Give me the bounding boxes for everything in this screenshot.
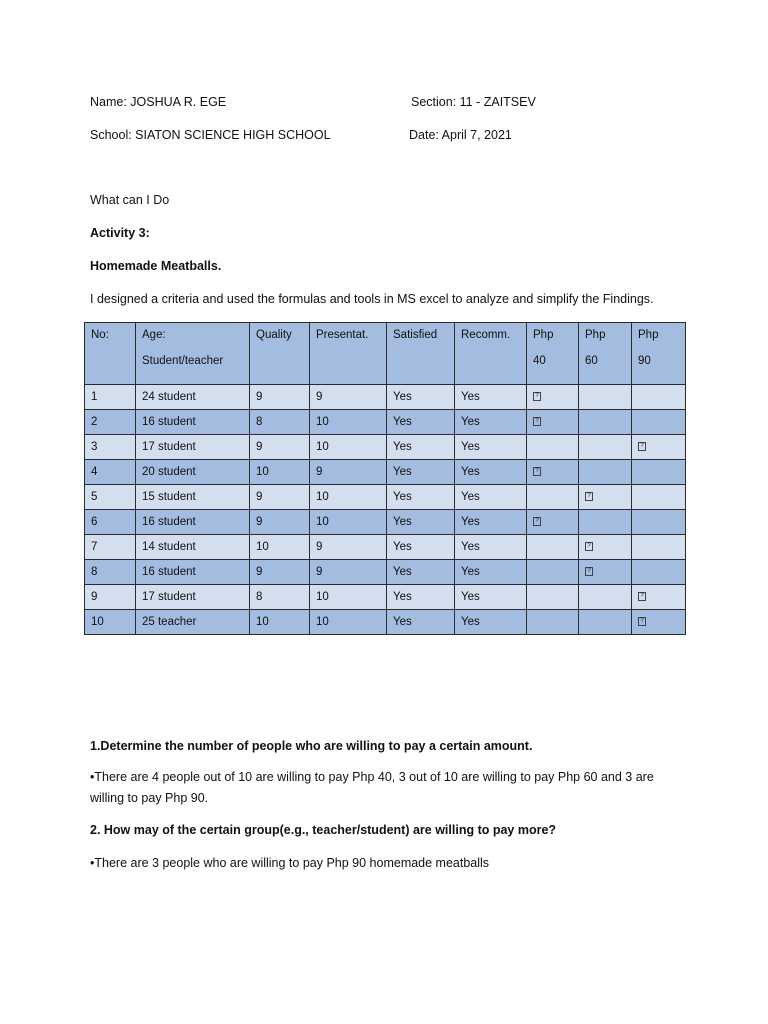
checkbox-icon: ? (533, 517, 541, 526)
cell-recomm (455, 435, 527, 460)
cell-recomm (455, 460, 527, 485)
checkbox-icon: ? (533, 417, 541, 426)
header-php60 (579, 323, 632, 385)
cell-presentation-value: 10 (316, 416, 329, 428)
table-row (85, 510, 686, 535)
cell-quality (250, 510, 310, 535)
cell-php90 (632, 485, 686, 510)
checkbox-icon: ? (585, 492, 593, 501)
cell-no-value: 6 (91, 516, 98, 528)
cell-quality-value: 9 (256, 516, 263, 528)
cell-recomm (455, 510, 527, 535)
header-php40 (527, 323, 579, 385)
cell-presentation (310, 560, 387, 585)
header-php40-label: Php (533, 329, 554, 341)
cell-presentation (310, 585, 387, 610)
header-php60-sublabel: 60 (585, 355, 598, 367)
cell-presentation-value: 9 (316, 541, 323, 553)
cell-satisfied (387, 485, 455, 510)
cell-age-value: 15 student (142, 491, 196, 503)
cell-php60 (579, 485, 632, 510)
cell-php90 (632, 410, 686, 435)
cell-satisfied (387, 385, 455, 410)
student-section: Section: 11 - ZAITSEV (411, 95, 536, 109)
cell-no (85, 485, 136, 510)
cell-recomm (455, 585, 527, 610)
cell-satisfied (387, 585, 455, 610)
cell-quality-value: 9 (256, 491, 263, 503)
cell-php90 (632, 510, 686, 535)
cell-presentation (310, 510, 387, 535)
header-presentation-label: Presentat. (316, 329, 369, 341)
cell-recomm (455, 410, 527, 435)
cell-quality (250, 485, 310, 510)
cell-no-value: 10 (91, 616, 104, 628)
cell-age-value: 25 teacher (142, 616, 197, 628)
section-heading: What can I Do (90, 193, 170, 207)
cell-php40 (527, 435, 579, 460)
activity-title: Homemade Meatballs. (90, 259, 222, 273)
cell-no-value: 4 (91, 466, 98, 478)
cell-satisfied-value: Yes (393, 491, 412, 503)
cell-age-value: 17 student (142, 441, 196, 453)
header-php90-sublabel: 90 (638, 355, 651, 367)
cell-recomm (455, 610, 527, 635)
cell-quality (250, 585, 310, 610)
cell-recomm-value: Yes (461, 466, 480, 478)
cell-satisfied (387, 435, 455, 460)
cell-satisfied-value: Yes (393, 591, 412, 603)
table-row (85, 610, 686, 635)
header-php60-label: Php (585, 329, 606, 341)
cell-satisfied-value: Yes (393, 466, 412, 478)
cell-quality (250, 610, 310, 635)
cell-php60 (579, 535, 632, 560)
answer-1: •There are 4 people out of 10 are willing to pay Php 40, 3 out of 10 are willing to pay Php 60 and 3 are willing to pay Php 90. (90, 770, 654, 805)
cell-quality (250, 385, 310, 410)
cell-presentation-value: 10 (316, 516, 329, 528)
table-header-row (85, 323, 686, 385)
cell-quality-value: 9 (256, 441, 263, 453)
checkbox-icon: ? (533, 467, 541, 476)
header-php90 (632, 323, 686, 385)
cell-presentation-value: 10 (316, 441, 329, 453)
cell-age (136, 435, 250, 460)
cell-presentation (310, 460, 387, 485)
cell-quality-value: 9 (256, 566, 263, 578)
cell-no-value: 1 (91, 391, 98, 403)
cell-recomm-value: Yes (461, 491, 480, 503)
cell-no-value: 8 (91, 566, 98, 578)
cell-satisfied-value: Yes (393, 416, 412, 428)
cell-no-value: 5 (91, 491, 98, 503)
cell-age (136, 510, 250, 535)
cell-satisfied-value: Yes (393, 391, 412, 403)
cell-no (85, 385, 136, 410)
activity-heading: Activity 3: (90, 226, 150, 240)
table-row (85, 485, 686, 510)
cell-recomm-value: Yes (461, 441, 480, 453)
cell-presentation-value: 9 (316, 391, 323, 403)
cell-age-value: 16 student (142, 566, 196, 578)
cell-php60 (579, 385, 632, 410)
cell-quality-value: 10 (256, 466, 269, 478)
table-row (85, 410, 686, 435)
cell-php40 (527, 560, 579, 585)
cell-recomm (455, 385, 527, 410)
header-quality-label: Quality (256, 329, 292, 341)
question-2: 2. How may of the certain group(e.g., teacher/student) are willing to pay more? (90, 823, 557, 837)
cell-quality-value: 10 (256, 541, 269, 553)
header-age (136, 323, 250, 385)
cell-age-value: 14 student (142, 541, 196, 553)
table-row (85, 560, 686, 585)
cell-no-value: 7 (91, 541, 98, 553)
header-no (85, 323, 136, 385)
checkbox-icon: ? (638, 442, 646, 451)
checkbox-icon: ? (638, 617, 646, 626)
cell-age-value: 16 student (142, 516, 196, 528)
cell-no (85, 535, 136, 560)
school-name: School: SIATON SCIENCE HIGH SCHOOL (90, 128, 331, 142)
cell-php60 (579, 510, 632, 535)
cell-recomm (455, 535, 527, 560)
table-row (85, 435, 686, 460)
cell-recomm-value: Yes (461, 516, 480, 528)
cell-presentation-value: 10 (316, 616, 329, 628)
cell-php90 (632, 460, 686, 485)
table-row (85, 460, 686, 485)
cell-php60 (579, 610, 632, 635)
cell-age (136, 485, 250, 510)
cell-satisfied-value: Yes (393, 516, 412, 528)
cell-recomm-value: Yes (461, 591, 480, 603)
cell-recomm (455, 560, 527, 585)
answer-2: •There are 3 people who are willing to pay Php 90 homemade meatballs (90, 856, 490, 870)
cell-age-value: 16 student (142, 416, 196, 428)
cell-satisfied (387, 460, 455, 485)
cell-presentation-value: 10 (316, 491, 329, 503)
cell-php40 (527, 385, 579, 410)
cell-php40 (527, 485, 579, 510)
cell-quality (250, 460, 310, 485)
cell-presentation (310, 435, 387, 460)
cell-quality (250, 435, 310, 460)
cell-no (85, 560, 136, 585)
cell-recomm-value: Yes (461, 566, 480, 578)
checkbox-icon: ? (585, 542, 593, 551)
cell-satisfied (387, 535, 455, 560)
cell-satisfied-value: Yes (393, 441, 412, 453)
cell-php90 (632, 435, 686, 460)
cell-age-value: 24 student (142, 391, 196, 403)
header-no-label: No: (91, 329, 109, 341)
cell-php40 (527, 510, 579, 535)
cell-satisfied-value: Yes (393, 541, 412, 553)
cell-age (136, 560, 250, 585)
checkbox-icon: ? (638, 592, 646, 601)
document-date: Date: April 7, 2021 (409, 128, 512, 142)
cell-satisfied-value: Yes (393, 616, 412, 628)
cell-php60 (579, 460, 632, 485)
survey-table (84, 322, 686, 635)
cell-php90 (632, 535, 686, 560)
cell-recomm-value: Yes (461, 541, 480, 553)
cell-quality (250, 560, 310, 585)
cell-presentation (310, 610, 387, 635)
cell-quality-value: 9 (256, 391, 263, 403)
header-age-sublabel: Student/teacher (142, 355, 224, 367)
cell-satisfied (387, 560, 455, 585)
cell-php60 (579, 410, 632, 435)
cell-age (136, 610, 250, 635)
cell-php60 (579, 560, 632, 585)
cell-no-value: 2 (91, 416, 98, 428)
cell-php40 (527, 410, 579, 435)
cell-php40 (527, 585, 579, 610)
survey-table-body (85, 323, 686, 635)
cell-quality (250, 535, 310, 560)
header-satisfied-label: Satisfied (393, 329, 438, 341)
cell-satisfied-value: Yes (393, 566, 412, 578)
cell-age-value: 20 student (142, 466, 196, 478)
cell-no-value: 9 (91, 591, 98, 603)
cell-php90 (632, 610, 686, 635)
cell-no (85, 435, 136, 460)
checkbox-icon: ? (585, 567, 593, 576)
cell-recomm (455, 485, 527, 510)
cell-php90 (632, 385, 686, 410)
cell-age (136, 410, 250, 435)
question-1: 1.Determine the number of people who are willing to pay a certain amount. (90, 739, 533, 753)
cell-age (136, 385, 250, 410)
cell-quality-value: 10 (256, 616, 269, 628)
cell-presentation (310, 485, 387, 510)
header-presentation (310, 323, 387, 385)
header-satisfied (387, 323, 455, 385)
cell-presentation (310, 385, 387, 410)
cell-satisfied (387, 610, 455, 635)
cell-no (85, 460, 136, 485)
student-name: Name: JOSHUA R. EGE (90, 95, 227, 109)
header-php40-sublabel: 40 (533, 355, 546, 367)
cell-age-value: 17 student (142, 591, 196, 603)
header-recomm-label: Recomm. (461, 329, 511, 341)
cell-satisfied (387, 410, 455, 435)
header-recomm (455, 323, 527, 385)
cell-presentation-value: 9 (316, 466, 323, 478)
cell-php40 (527, 535, 579, 560)
cell-no (85, 410, 136, 435)
cell-presentation (310, 410, 387, 435)
cell-quality-value: 8 (256, 591, 263, 603)
cell-php90 (632, 585, 686, 610)
cell-recomm-value: Yes (461, 391, 480, 403)
cell-quality-value: 8 (256, 416, 263, 428)
cell-age (136, 535, 250, 560)
cell-presentation-value: 10 (316, 591, 329, 603)
cell-recomm-value: Yes (461, 416, 480, 428)
cell-recomm-value: Yes (461, 616, 480, 628)
cell-age (136, 460, 250, 485)
checkbox-icon: ? (533, 392, 541, 401)
cell-php40 (527, 610, 579, 635)
table-row (85, 535, 686, 560)
cell-php60 (579, 585, 632, 610)
header-php90-label: Php (638, 329, 659, 341)
header-age-label: Age: (142, 329, 166, 341)
activity-description: I designed a criteria and used the formulas and tools in MS excel to analyze and simplify the Findings. (90, 292, 654, 306)
cell-no (85, 510, 136, 535)
cell-quality (250, 410, 310, 435)
cell-satisfied (387, 510, 455, 535)
cell-php40 (527, 460, 579, 485)
table-row (85, 385, 686, 410)
cell-no-value: 3 (91, 441, 98, 453)
cell-presentation-value: 9 (316, 566, 323, 578)
cell-php60 (579, 435, 632, 460)
cell-php90 (632, 560, 686, 585)
cell-no (85, 585, 136, 610)
cell-age (136, 585, 250, 610)
header-quality (250, 323, 310, 385)
cell-presentation (310, 535, 387, 560)
table-row (85, 585, 686, 610)
cell-no (85, 610, 136, 635)
